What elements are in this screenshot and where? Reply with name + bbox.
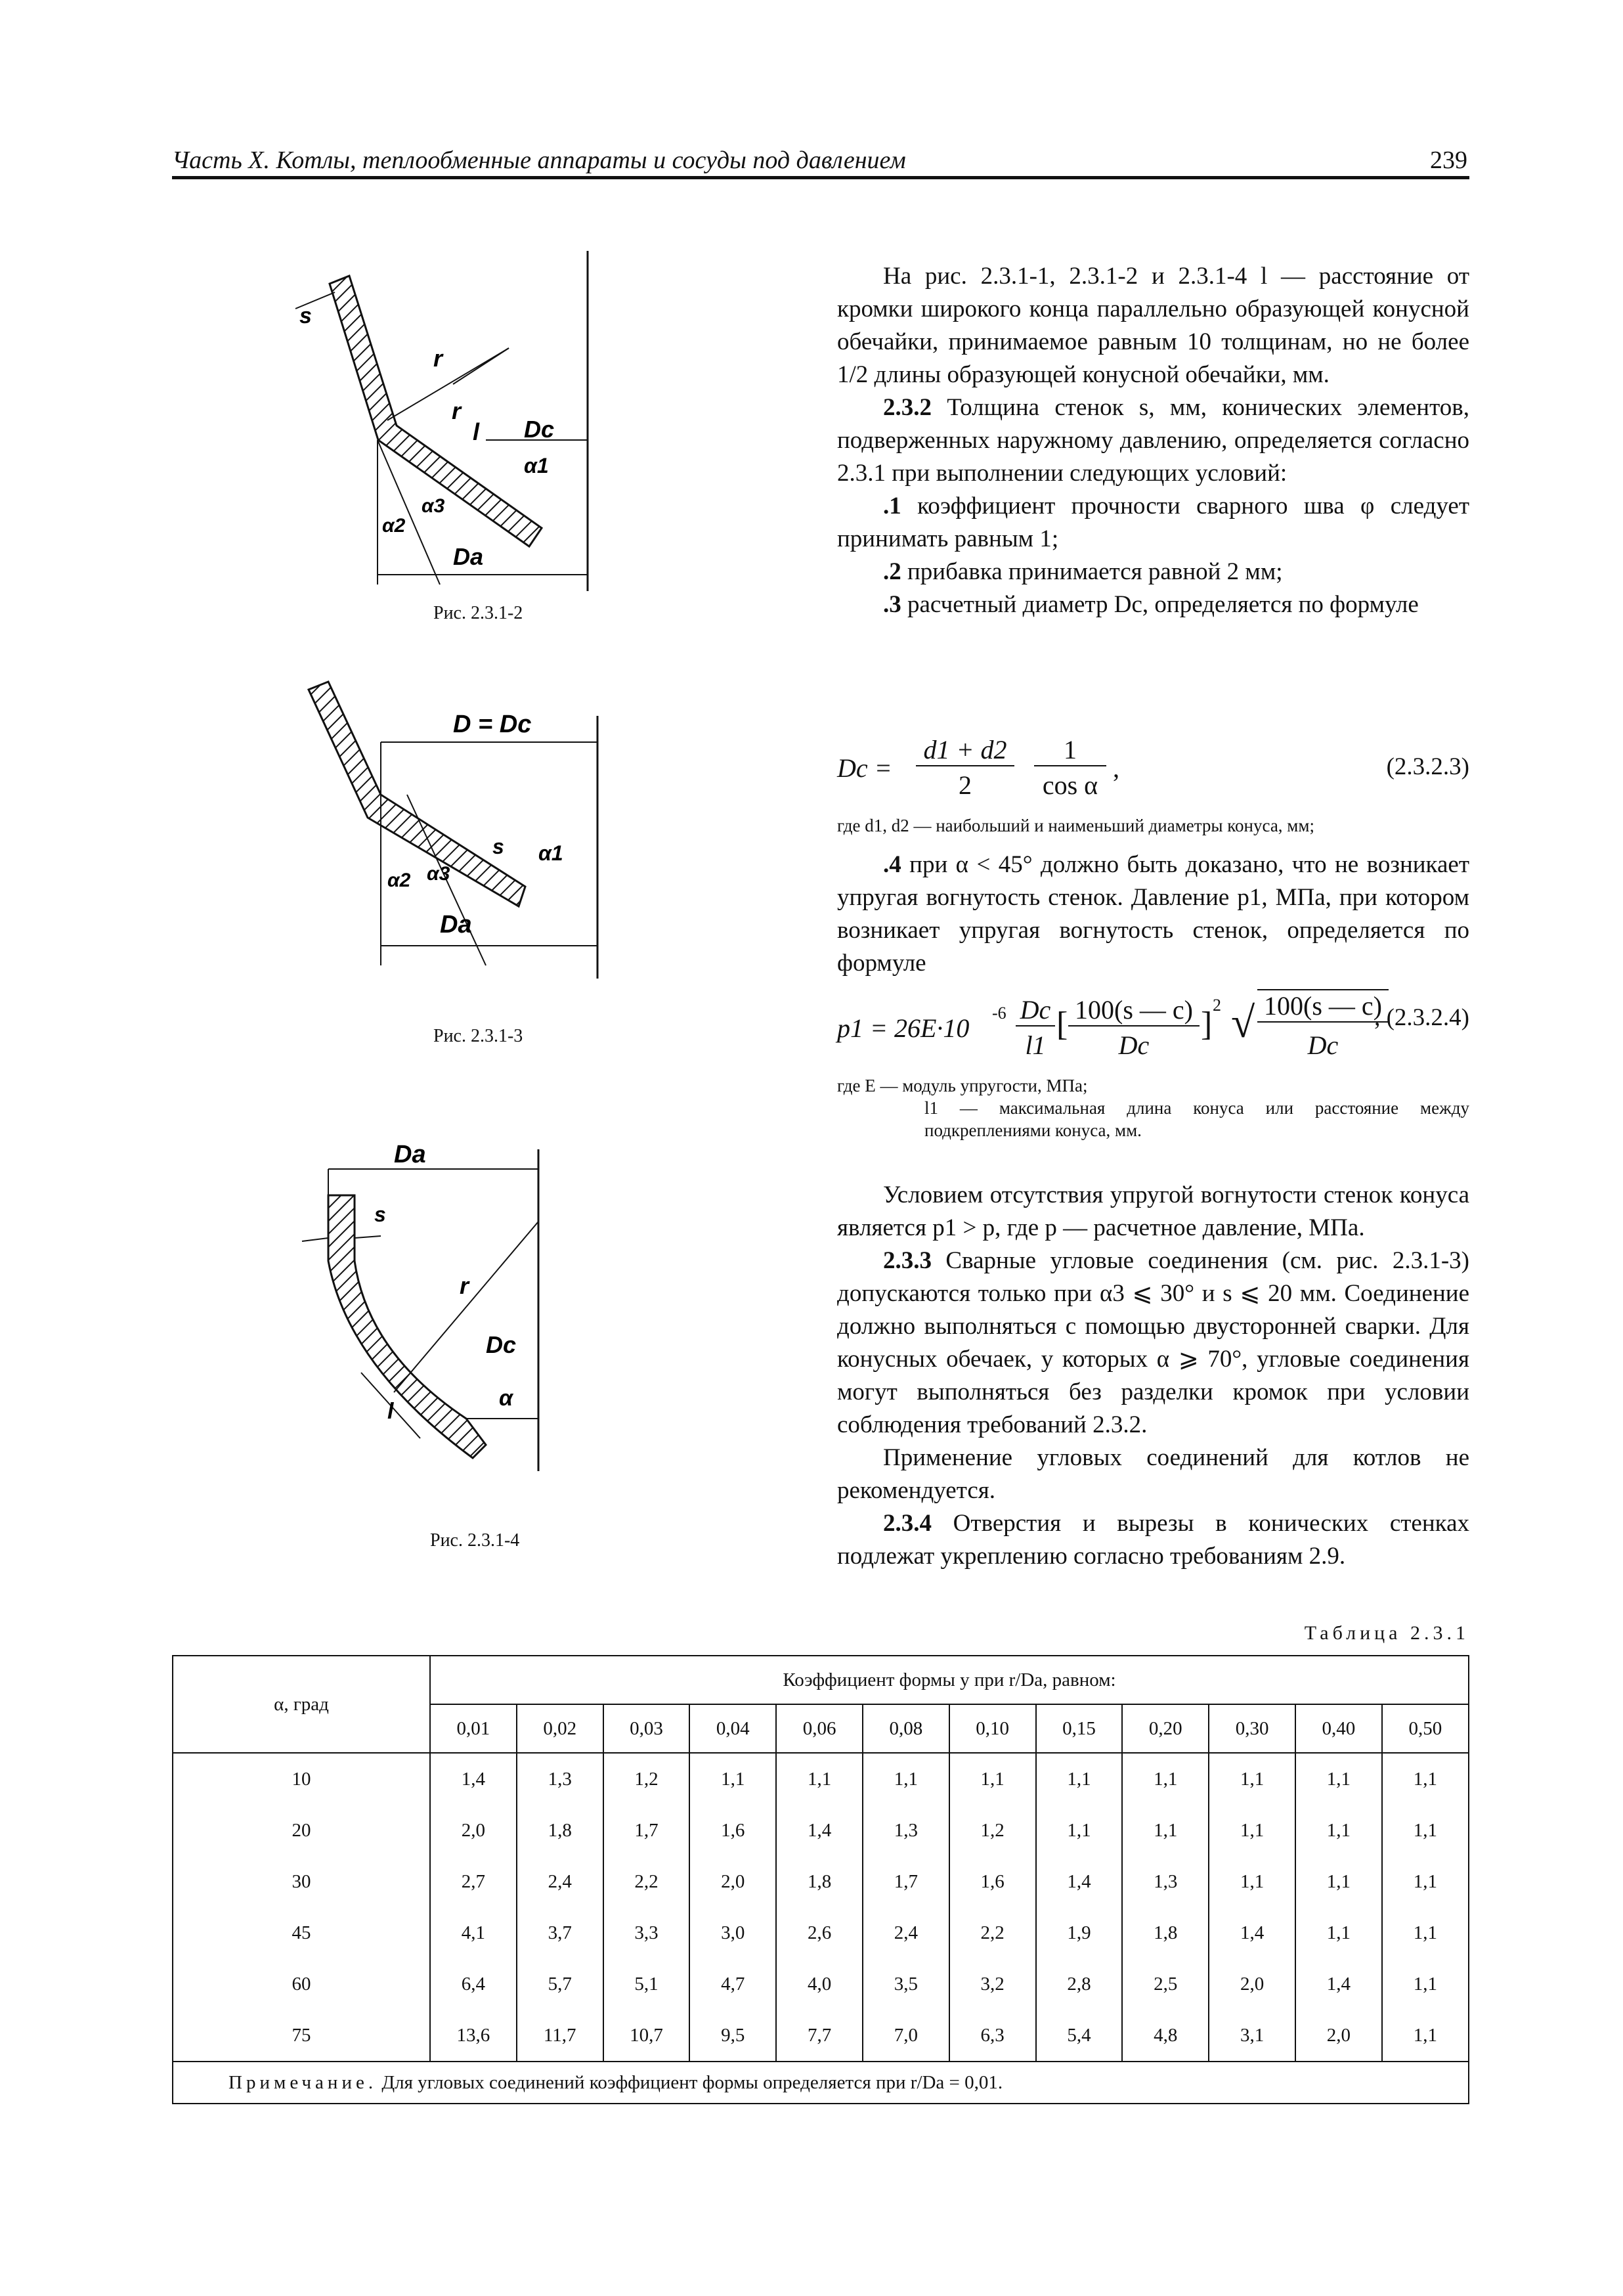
figure-2-3-1-2 [276, 243, 643, 598]
item-1 [837, 490, 1469, 556]
table-cell: 6,3 [949, 2010, 1036, 2062]
equation-number: (2.3.2.3) [1386, 753, 1469, 780]
label-da: Da [453, 543, 484, 570]
table-cell: 6,4 [430, 1958, 517, 2010]
row-alpha: 45 [173, 1907, 430, 1958]
item-text: при α < 45° должно быть доказано, что не возникает упругая вогнутость стенок. Давление p1, МПа, при котором возникает упругая вогнутость стенок, определяется по формуле [837, 851, 1469, 977]
table-cell: 1,4 [1295, 1958, 1382, 2010]
table-cell: 1,1 [1295, 1907, 1382, 1958]
label-alpha2: α2 [387, 870, 411, 891]
table-cell: 1,1 [1382, 1856, 1469, 1907]
table-cell: 1,4 [1209, 1907, 1295, 1958]
table-row [173, 1856, 1469, 1907]
table-cell: 2,8 [1036, 1958, 1123, 2010]
table-cell: 5,1 [603, 1958, 690, 2010]
section-number: 2.3.4 [883, 1510, 932, 1537]
table-note [173, 2062, 1469, 2104]
label-dc: Dc [486, 1331, 517, 1358]
label-alpha2: α2 [382, 515, 406, 537]
item-number: .2 [883, 558, 901, 585]
table-cell: 7,0 [863, 2010, 949, 2062]
column-header: 0,40 [1295, 1704, 1382, 1753]
label-alpha3: α3 [427, 863, 450, 885]
item-number: .1 [883, 493, 901, 519]
table-cell: 1,1 [1209, 1805, 1295, 1856]
table-cell: 4,8 [1122, 2010, 1209, 2062]
table-cell: 3,2 [949, 1958, 1036, 2010]
table-cell: 2,7 [430, 1856, 517, 1907]
table-cell: 1,1 [1295, 1856, 1382, 1907]
table-cell: 1,1 [1122, 1805, 1209, 1856]
figure-caption-3: Рис. 2.3.1-4 [430, 1530, 520, 1551]
table-cell: 1,1 [1036, 1753, 1123, 1805]
table-cell: 1,1 [949, 1753, 1036, 1805]
row-alpha: 20 [173, 1805, 430, 1856]
table-cell: 1,3 [863, 1805, 949, 1856]
running-header-title: Часть X. Котлы, теплообменные аппараты и сосуды под давлением [172, 146, 906, 174]
column-header: 0,15 [1036, 1704, 1123, 1753]
table-cell: 1,1 [1209, 1856, 1295, 1907]
label-l: l [473, 418, 480, 445]
formula-2-3-2-3: Dc = d1 + d2 2 1 cos α , (2.3.2.3) [837, 735, 1469, 800]
section-2-3-2 [837, 391, 1469, 490]
item-4 [837, 849, 1469, 980]
table-row [173, 2010, 1469, 2062]
table-row [173, 1753, 1469, 1805]
table-cell: 1,3 [517, 1753, 603, 1805]
table-cell: 9,5 [689, 2010, 776, 2062]
table-note-row [173, 2062, 1469, 2104]
table-cell: 2,4 [863, 1907, 949, 1958]
item-number: .3 [883, 591, 901, 618]
row-alpha: 10 [173, 1753, 430, 1805]
table-cell: 1,1 [863, 1753, 949, 1805]
table-cell: 7,7 [776, 2010, 863, 2062]
note-label: Примечание. [228, 2071, 378, 2093]
section-number: 2.3.2 [883, 394, 932, 421]
column-header: 0,50 [1382, 1704, 1469, 1753]
main-text-item4 [837, 849, 1469, 980]
column-header: 0,04 [689, 1704, 776, 1753]
formula-2-where-2: l1 — максимальная длина конуса или расстояние между подкреплениями конуса, мм. [924, 1098, 1469, 1140]
table-cell: 2,2 [603, 1856, 690, 1907]
item-text: прибавка принимается равной 2 мм; [901, 558, 1283, 585]
table-cell: 10,7 [603, 2010, 690, 2062]
label-l: l [387, 1399, 394, 1424]
table-cell: 1,1 [1382, 1753, 1469, 1805]
wall-section [328, 1195, 486, 1458]
row-alpha: 30 [173, 1856, 430, 1907]
table-cell: 4,7 [689, 1958, 776, 2010]
table-cell: 1,6 [689, 1805, 776, 1856]
table-cell: 1,1 [1295, 1805, 1382, 1856]
label-s: s [299, 303, 312, 328]
paragraph-condition: Условием отсутствия упругой вогнутости стенок конуса является p1 > p, где p — расчетное давление, МПа. [837, 1181, 1469, 1241]
item-text: расчетный диаметр Dc, определяется по формуле [901, 591, 1419, 618]
label-s: s [492, 835, 504, 858]
item-3 [837, 588, 1469, 621]
label-r: r [460, 1272, 469, 1299]
table-cell: 1,1 [1122, 1753, 1209, 1805]
group-header: Коэффициент формы y при r/Da, равном: [430, 1656, 1469, 1704]
table-cell: 1,4 [430, 1753, 517, 1805]
table-cell: 1,7 [603, 1805, 690, 1856]
table-cell: 13,6 [430, 2010, 517, 2062]
table-cell: 2,0 [689, 1856, 776, 1907]
item-text: коэффициент прочности сварного шва φ следует принимать равным 1; [837, 493, 1469, 552]
label-alpha3: α3 [422, 495, 445, 517]
figure-caption-1: Рис. 2.3.1-2 [433, 603, 523, 623]
label-dc: Dc [524, 416, 555, 443]
table-cell: 11,7 [517, 2010, 603, 2062]
formula-1-where: где d1, d2 — наибольший и наименьший диаметры конуса, мм; [837, 816, 1314, 835]
formula-2-where-1: где E — модуль упругости, МПа; [837, 1076, 1088, 1095]
label-alpha1: α1 [524, 454, 549, 477]
page-number: 239 [1430, 146, 1467, 174]
table-cell: 1,1 [1382, 1958, 1469, 2010]
table-cell: 1,9 [1036, 1907, 1123, 1958]
formula-2-3-2-4: p1 = 26E·10 -6 Dc l1 [ 100(s — c) Dc ] 2 √ 100(s — c) Dc , (2.3.2.4) [837, 985, 1469, 1064]
paragraph-recommendation: Применение угловых соединений для котлов не рекомендуется. [837, 1444, 1469, 1504]
figure-2-3-1-4 [289, 1130, 617, 1497]
table-cell: 2,0 [1295, 2010, 1382, 2062]
table-cell: 1,8 [517, 1805, 603, 1856]
label-alpha1: α1 [538, 841, 563, 865]
paragraph-l-definition: На рис. 2.3.1-1, 2.3.1-2 и 2.3.1-4 l — расстояние от кромки широкого конца параллельно образующей конусной обечайки, принимаемое равным 10 толщинам, но не более 1/2 длины образующей конусной обечайки, мм. [837, 263, 1469, 388]
label-r-2: r [452, 397, 462, 424]
table-cell: 1,2 [603, 1753, 690, 1805]
table-cell: 1,1 [1295, 1753, 1382, 1805]
table-cell: 1,1 [1036, 1805, 1123, 1856]
section-text: Толщина стенок s, мм, конических элементов, подверженных наружному давлению, определяется согласно 2.3.1 при выполнении следующих условий: [837, 394, 1469, 487]
label-da: Da [394, 1141, 426, 1168]
label-d-eq-dc: D = Dc [453, 711, 532, 738]
table-row [173, 1805, 1469, 1856]
table-cell: 1,1 [1382, 1805, 1469, 1856]
label-s: s [374, 1203, 386, 1226]
table-cell: 1,4 [776, 1805, 863, 1856]
table-cell: 5,4 [1036, 2010, 1123, 2062]
section-number: 2.3.3 [883, 1247, 932, 1274]
table-cell: 3,7 [517, 1907, 603, 1958]
column-header: 0,01 [430, 1704, 517, 1753]
table-cell: 1,1 [1382, 2010, 1469, 2062]
table-cell: 2,2 [949, 1907, 1036, 1958]
figure-2-3-1-3 [289, 676, 617, 992]
column-header: 0,10 [949, 1704, 1036, 1753]
note-text: Для угловых соединений коэффициент формы определяется при r/Da = 0,01. [377, 2071, 1003, 2093]
table-cell: 1,1 [1209, 1753, 1295, 1805]
main-text-bottom [837, 1179, 1469, 1573]
item-2 [837, 556, 1469, 588]
label-da: Da [440, 911, 472, 938]
table-cell: 5,7 [517, 1958, 603, 2010]
table-cell: 1,3 [1122, 1856, 1209, 1907]
table-cell: 2,6 [776, 1907, 863, 1958]
label-alpha: α [499, 1386, 513, 1411]
equation-number: , (2.3.2.4) [1374, 1004, 1469, 1031]
item-number: .4 [883, 851, 901, 878]
table-cell: 1,1 [1382, 1907, 1469, 1958]
section-text: Сварные угловые соединения (см. рис. 2.3.1-3) допускаются только при α3 ⩽ 30° и s ⩽ 20 мм. Соединение должно выполняться с помощью двусторонней сварки. Для конусных обечаек, у которых α ⩾ 70°, угловые соединения могут выполняться без разделки кромок при условии соблюдения требований 2.3.2. [837, 1247, 1469, 1438]
table-cell: 1,7 [863, 1856, 949, 1907]
column-header: 0,08 [863, 1704, 949, 1753]
column-header: 0,30 [1209, 1704, 1295, 1753]
column-header: 0,20 [1122, 1704, 1209, 1753]
table-cell: 2,4 [517, 1856, 603, 1907]
header-rule [172, 176, 1469, 179]
main-text-top [837, 260, 1469, 621]
column-header: 0,03 [603, 1704, 690, 1753]
table-cell: 3,5 [863, 1958, 949, 2010]
section-2-3-4 [837, 1507, 1469, 1573]
section-text: Отверстия и вырезы в конических стенках подлежат укреплению согласно требованиям 2.9. [837, 1510, 1469, 1570]
table-cell: 1,6 [949, 1856, 1036, 1907]
table-cell: 3,3 [603, 1907, 690, 1958]
table-cell: 1,8 [1122, 1907, 1209, 1958]
section-2-3-3 [837, 1245, 1469, 1442]
table-cell: 2,5 [1122, 1958, 1209, 2010]
figure-caption-2: Рис. 2.3.1-3 [433, 1026, 523, 1046]
table-cell: 1,2 [949, 1805, 1036, 1856]
column-header: 0,06 [776, 1704, 863, 1753]
table-cell: 1,4 [1036, 1856, 1123, 1907]
table-cell: 3,0 [689, 1907, 776, 1958]
row-alpha: 60 [173, 1958, 430, 2010]
table-cell: 4,0 [776, 1958, 863, 2010]
table-cell: 1,1 [776, 1753, 863, 1805]
table-row [173, 1907, 1469, 1958]
table-cell: 3,1 [1209, 2010, 1295, 2062]
table-cell: 1,1 [689, 1753, 776, 1805]
table-shape-coefficient [172, 1655, 1469, 2104]
column-header: 0,02 [517, 1704, 603, 1753]
table-caption: Таблица 2.3.1 [1304, 1622, 1469, 1644]
table-cell: 4,1 [430, 1907, 517, 1958]
col-header-alpha: α, град [173, 1656, 430, 1753]
row-alpha: 75 [173, 2010, 430, 2062]
table-cell: 2,0 [1209, 1958, 1295, 2010]
table-cell: 2,0 [430, 1805, 517, 1856]
label-r: r [433, 345, 443, 372]
table-cell: 1,8 [776, 1856, 863, 1907]
table-row [173, 1958, 1469, 2010]
